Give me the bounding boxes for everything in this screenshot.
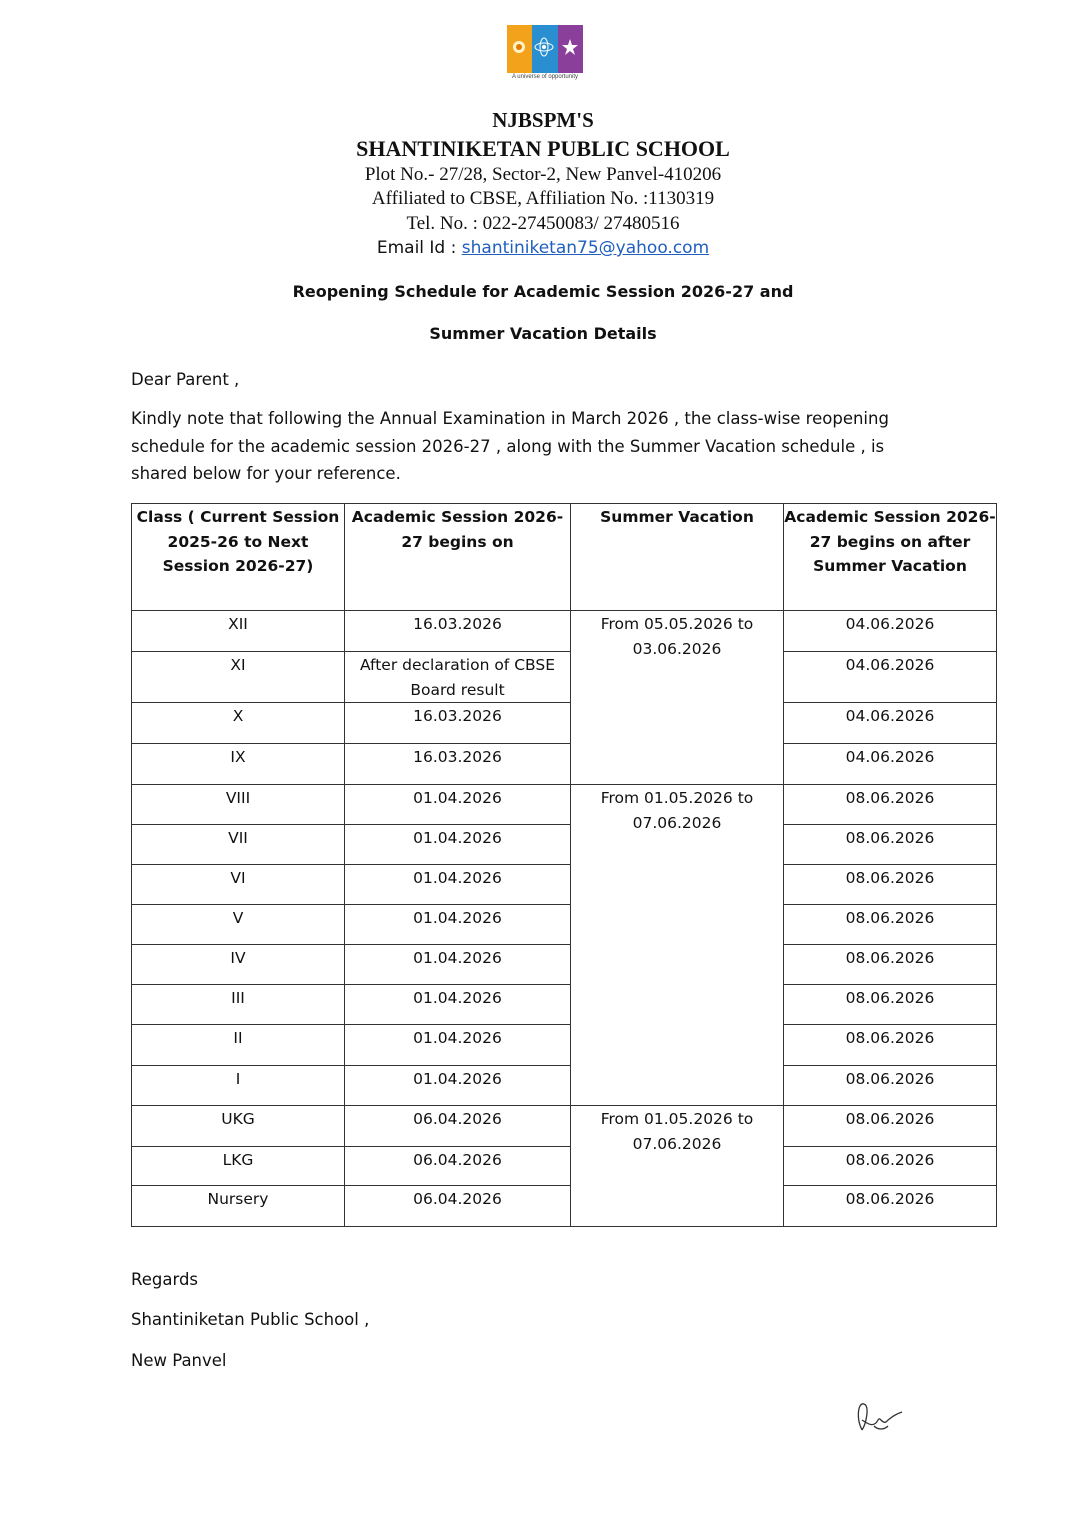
table-row xyxy=(132,905,997,945)
after-vacation-cell: 08.06.2026 xyxy=(784,865,997,905)
class-cell: LKG xyxy=(132,1147,345,1186)
class-cell: X xyxy=(132,703,345,744)
table-row xyxy=(132,1147,997,1186)
reopening-schedule-table xyxy=(131,503,997,1227)
begins-cell: 16.03.2026 xyxy=(345,744,571,785)
table-row xyxy=(132,985,997,1025)
class-cell: III xyxy=(132,985,345,1025)
notice-title: Reopening Schedule for Academic Session 2026-27 and xyxy=(292,282,794,301)
class-cell: V xyxy=(132,905,345,945)
table-row xyxy=(132,703,997,744)
table-row xyxy=(132,1186,997,1227)
after-vacation-cell: 08.06.2026 xyxy=(784,985,997,1025)
after-vacation-cell: 04.06.2026 xyxy=(784,652,997,703)
class-cell: Nursery xyxy=(132,1186,345,1227)
school-address: Plot No.- 27/28, Sector-2, New Panvel-410206 xyxy=(364,164,722,185)
table-row xyxy=(132,1106,997,1147)
school-logo xyxy=(507,25,583,85)
after-vacation-cell: 04.06.2026 xyxy=(784,744,997,785)
school-email-line xyxy=(0,238,1086,258)
class-cell: XII xyxy=(132,611,345,652)
begins-cell: 01.04.2026 xyxy=(345,1066,571,1106)
class-cell: XI xyxy=(132,652,345,703)
after-vacation-cell: 08.06.2026 xyxy=(784,945,997,985)
begins-cell: 01.04.2026 xyxy=(345,785,571,825)
class-cell: II xyxy=(132,1025,345,1066)
table-row xyxy=(132,825,997,865)
class-cell: VIII xyxy=(132,785,345,825)
begins-cell: 06.04.2026 xyxy=(345,1186,571,1227)
table-row xyxy=(132,865,997,905)
logo-atom-icon xyxy=(532,25,557,73)
closing-regards: Regards xyxy=(131,1270,199,1289)
letter-body: Kindly note that following the Annual Examination in March 2026 , the class-wise reopening schedule for the academic session 2026-27 , along with the Summer Vacation schedule , is shared below for your reference. xyxy=(131,409,889,483)
after-vacation-cell: 08.06.2026 xyxy=(784,905,997,945)
table-row xyxy=(132,1066,997,1106)
vacation-cell: From 05.05.2026 to 03.06.2026 xyxy=(571,611,784,785)
after-vacation-cell: 08.06.2026 xyxy=(784,1186,997,1227)
email-label: Email Id : xyxy=(376,238,462,258)
begins-cell: 06.04.2026 xyxy=(345,1147,571,1186)
begins-cell: 01.04.2026 xyxy=(345,985,571,1025)
after-vacation-cell: 04.06.2026 xyxy=(784,703,997,744)
column-header-begins: Academic Session 2026-27 begins on xyxy=(345,504,571,611)
after-vacation-cell: 08.06.2026 xyxy=(784,1106,997,1147)
vacation-cell: From 01.05.2026 to 07.06.2026 xyxy=(571,785,784,1106)
after-vacation-cell: 08.06.2026 xyxy=(784,1147,997,1186)
salutation: Dear Parent , xyxy=(131,370,240,389)
begins-cell: 01.04.2026 xyxy=(345,825,571,865)
school-affiliation: Affiliated to CBSE, Affiliation No. :1130319 xyxy=(371,188,715,209)
closing-city: New Panvel xyxy=(131,1351,227,1370)
table-row xyxy=(132,744,997,785)
class-cell: I xyxy=(132,1066,345,1106)
begins-cell: 01.04.2026 xyxy=(345,865,571,905)
vacation-cell: From 01.05.2026 to 07.06.2026 xyxy=(571,1106,784,1227)
begins-cell: 16.03.2026 xyxy=(345,611,571,652)
school-name: SHANTINIKETAN PUBLIC SCHOOL xyxy=(356,136,730,161)
logo-star-icon xyxy=(558,25,583,73)
table-row xyxy=(132,652,997,703)
signature-icon xyxy=(852,1390,912,1435)
class-cell: VI xyxy=(132,865,345,905)
begins-cell: 01.04.2026 xyxy=(345,945,571,985)
table-row xyxy=(132,611,997,652)
organization-name: NJBSPM'S xyxy=(492,108,594,132)
table-row xyxy=(132,785,997,825)
school-telephone: Tel. No. : 022-27450083/ 27480516 xyxy=(406,213,680,234)
table-header-row xyxy=(132,504,997,611)
email-link[interactable]: shantiniketan75@yahoo.com xyxy=(461,238,710,258)
begins-cell: After declaration of CBSE Board result xyxy=(345,652,571,703)
column-header-after-vacation: Academic Session 2026-27 begins on after Summer Vacation xyxy=(784,504,997,611)
column-header-summer-vacation: Summer Vacation xyxy=(571,504,784,611)
notice-subtitle: Summer Vacation Details xyxy=(429,324,657,343)
class-cell: VII xyxy=(132,825,345,865)
begins-cell: 01.04.2026 xyxy=(345,1025,571,1066)
table-row xyxy=(132,945,997,985)
closing-school-name: Shantiniketan Public School , xyxy=(131,1310,370,1329)
after-vacation-cell: 08.06.2026 xyxy=(784,825,997,865)
after-vacation-cell: 08.06.2026 xyxy=(784,785,997,825)
class-cell: IV xyxy=(132,945,345,985)
logo-tagline: A universe of opportunity xyxy=(511,74,579,80)
after-vacation-cell: 04.06.2026 xyxy=(784,611,997,652)
after-vacation-cell: 08.06.2026 xyxy=(784,1025,997,1066)
begins-cell: 16.03.2026 xyxy=(345,703,571,744)
begins-cell: 06.04.2026 xyxy=(345,1106,571,1147)
table-row xyxy=(132,1025,997,1066)
begins-cell: 01.04.2026 xyxy=(345,905,571,945)
after-vacation-cell: 08.06.2026 xyxy=(784,1066,997,1106)
class-cell: IX xyxy=(132,744,345,785)
class-cell: UKG xyxy=(132,1106,345,1147)
logo-sun-icon xyxy=(507,25,532,73)
column-header-class: Class ( Current Session 2025-26 to Next Session 2026-27) xyxy=(132,504,345,611)
